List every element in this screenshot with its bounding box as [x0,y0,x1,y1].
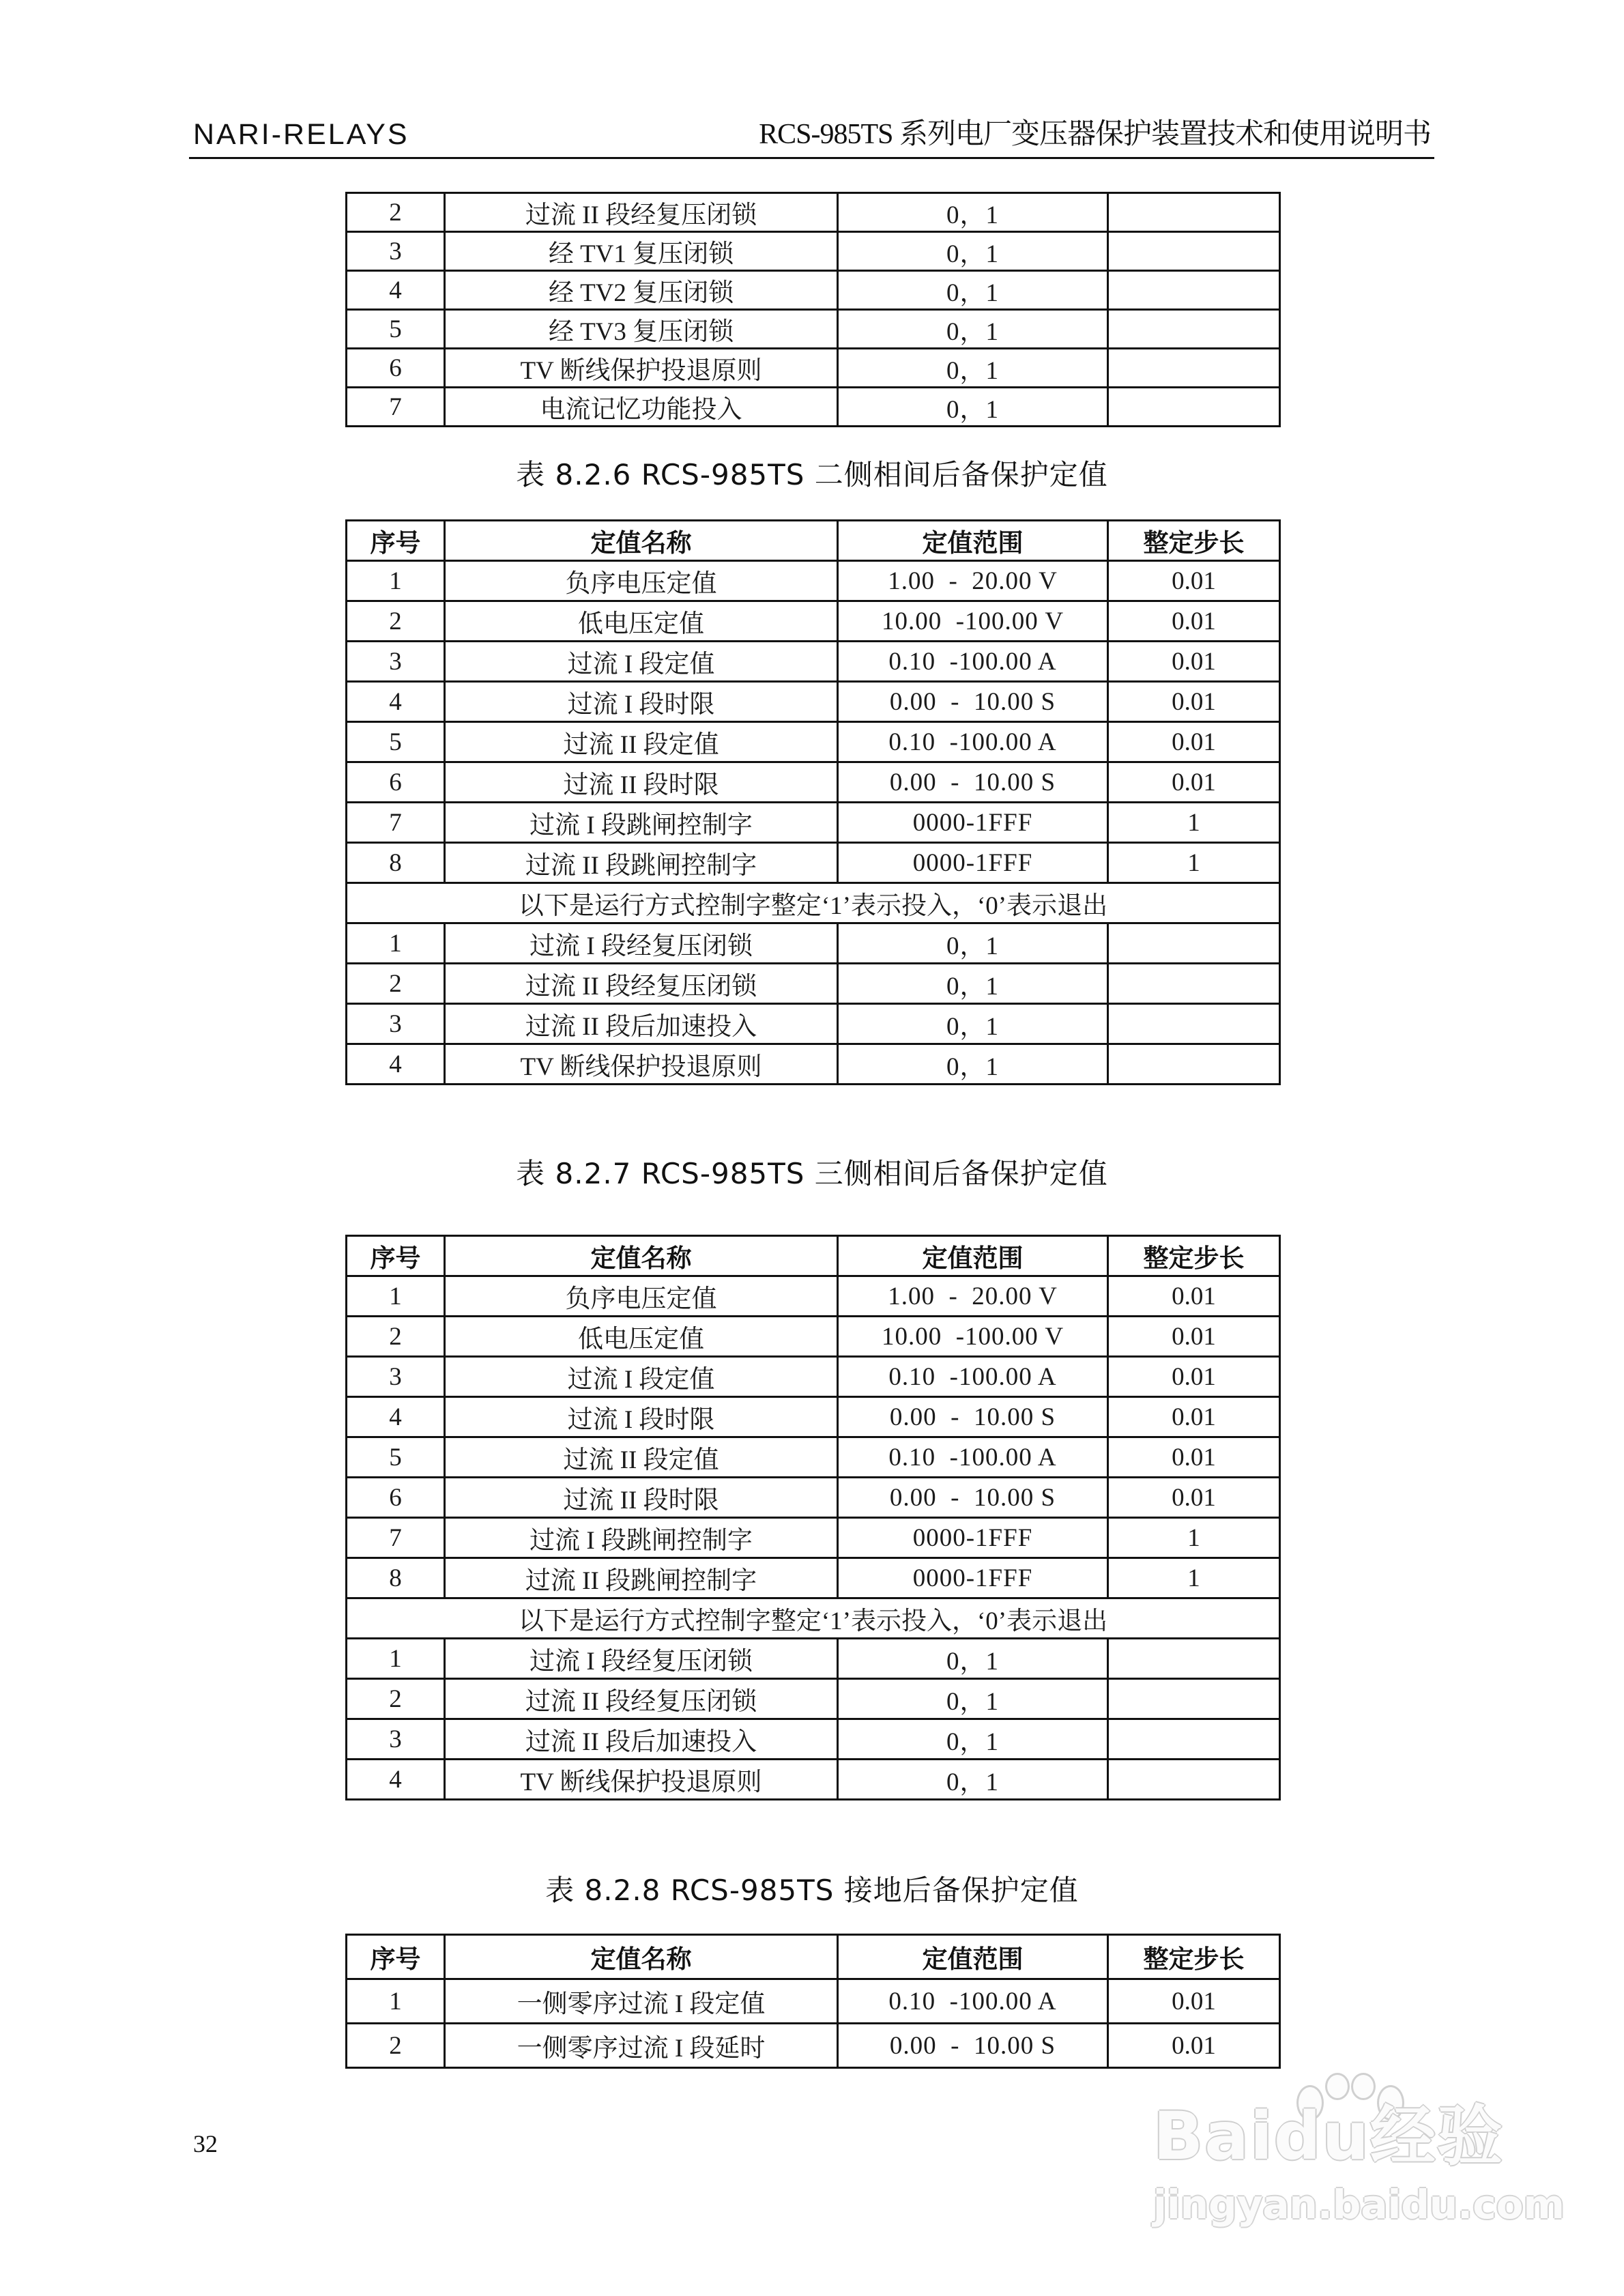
column-header-index: 序号 [347,521,445,561]
cell-index: 5 [347,1437,445,1478]
cell-step [1108,1679,1280,1719]
cell-name: 过流 I 段经复压闭锁 [445,923,838,964]
cell-name: 过流 II 段时限 [445,762,838,803]
cell-index: 4 [347,682,445,722]
cell-name: 经 TV2 复压闭锁 [445,271,838,310]
table-row [347,1276,1280,1317]
table-row [347,762,1280,803]
table-caption-8-2-6: 表 8.2.6 RCS-985TS 二侧相间后备保护定值 [516,458,1108,491]
cell-name: 过流 II 段定值 [445,1437,838,1478]
cell-range: 0.00 - 10.00 S [838,2024,1108,2068]
table-note-row [347,1598,1280,1639]
cell-step: 0.01 [1108,1276,1280,1317]
table-row [347,193,1280,232]
cell-name: 电流记忆功能投入 [445,388,838,427]
table-caption-8-2-8: 表 8.2.8 RCS-985TS 接地后备保护定值 [545,1874,1079,1907]
cell-name: TV 断线保护投退原则 [445,349,838,388]
cell-step [1108,964,1280,1004]
cell-step: 0.01 [1108,642,1280,682]
column-header-range: 定值范围 [838,1935,1108,1979]
cell-step [1108,1004,1280,1044]
cell-range: 0.00 - 10.00 S [838,1397,1108,1437]
table-header-row [347,1935,1280,1979]
table-caption-8-2-7: 表 8.2.7 RCS-985TS 三侧相间后备保护定值 [516,1157,1108,1190]
cell-range: 0，1 [838,1044,1108,1085]
cell-range: 0，1 [838,1760,1108,1800]
cell-range: 0.00 - 10.00 S [838,1478,1108,1518]
column-header-index: 序号 [347,1935,445,1979]
cell-range: 0，1 [838,1639,1108,1679]
table-row [347,682,1280,722]
settings-table-continued [345,192,1281,427]
cell-name: 过流 I 段时限 [445,1397,838,1437]
table-row [347,964,1280,1004]
cell-range: 0000-1FFF [838,803,1108,843]
cell-range: 0，1 [838,271,1108,310]
cell-index: 2 [347,601,445,642]
cell-name: 负序电压定值 [445,1276,838,1317]
cell-name: 过流 II 段后加速投入 [445,1719,838,1760]
header-brand: NARI-RELAYS [193,118,409,151]
cell-step [1108,1760,1280,1800]
table-row [347,1357,1280,1397]
cell-name: 过流 II 段跳闸控制字 [445,843,838,883]
baidu-jingyan-watermark [1153,2078,1565,2235]
cell-step [1108,1639,1280,1679]
cell-range: 0.10 -100.00 A [838,1979,1108,2024]
column-header-index: 序号 [347,1236,445,1276]
cell-index: 2 [347,2024,445,2068]
cell-name: TV 断线保护投退原则 [445,1044,838,1085]
cell-index: 3 [347,642,445,682]
cell-range: 0，1 [838,388,1108,427]
table-row [347,803,1280,843]
cell-step [1108,349,1280,388]
column-header-range: 定值范围 [838,521,1108,561]
watermark-url: jingyan.baidu.com [1153,2181,1565,2228]
cell-index: 3 [347,1004,445,1044]
cell-index: 4 [347,1044,445,1085]
cell-index: 1 [347,561,445,601]
cell-index: 7 [347,388,445,427]
table-row [347,1437,1280,1478]
cell-step [1108,388,1280,427]
cell-step [1108,193,1280,232]
cell-name: 过流 I 段经复压闭锁 [445,1639,838,1679]
cell-range: 0.10 -100.00 A [838,1357,1108,1397]
cell-step: 0.01 [1108,1979,1280,2024]
cell-range: 1.00 - 20.00 V [838,561,1108,601]
cell-step: 0.01 [1108,762,1280,803]
cell-index: 2 [347,1317,445,1357]
column-header-name: 定值名称 [445,1935,838,1979]
cell-range: 0.10 -100.00 A [838,642,1108,682]
cell-range: 0，1 [838,964,1108,1004]
table-row [347,722,1280,762]
table-row [347,232,1280,271]
cell-index: 4 [347,1760,445,1800]
settings-table-8-2-6 [345,519,1281,1085]
cell-step: 1 [1108,843,1280,883]
table-row [347,1558,1280,1598]
cell-step: 0.01 [1108,1357,1280,1397]
cell-step: 1 [1108,1518,1280,1558]
cell-index: 7 [347,1518,445,1558]
cell-name: TV 断线保护投退原则 [445,1760,838,1800]
cell-index: 6 [347,1478,445,1518]
cell-index: 3 [347,1719,445,1760]
cell-step: 0.01 [1108,682,1280,722]
cell-name: 过流 I 段定值 [445,1357,838,1397]
cell-step [1108,310,1280,349]
table-row [347,1979,1280,2024]
cell-step: 0.01 [1108,1317,1280,1357]
mode-control-note: 以下是运行方式控制字整定‘1’表示投入，‘0’表示退出 [347,883,1280,923]
page-number: 32 [193,2130,218,2157]
mode-control-note: 以下是运行方式控制字整定‘1’表示投入，‘0’表示退出 [347,1598,1280,1639]
cell-range: 1.00 - 20.00 V [838,1276,1108,1317]
cell-step: 0.01 [1108,722,1280,762]
cell-step: 1 [1108,803,1280,843]
cell-index: 7 [347,803,445,843]
cell-index: 5 [347,722,445,762]
cell-step [1108,232,1280,271]
table-row [347,601,1280,642]
cell-range: 0000-1FFF [838,843,1108,883]
cell-range: 0，1 [838,1679,1108,1719]
cell-range: 0，1 [838,1004,1108,1044]
cell-step: 1 [1108,1558,1280,1598]
cell-index: 6 [347,349,445,388]
cell-range: 0，1 [838,1719,1108,1760]
table-row [347,1044,1280,1085]
cell-name: 过流 II 段经复压闭锁 [445,1679,838,1719]
cell-name: 一侧零序过流 I 段定值 [445,1979,838,2024]
table-row [347,1639,1280,1679]
cell-name: 过流 I 段跳闸控制字 [445,1518,838,1558]
cell-name: 负序电压定值 [445,561,838,601]
cell-name: 过流 II 段时限 [445,1478,838,1518]
cell-name: 一侧零序过流 I 段延时 [445,2024,838,2068]
cell-index: 2 [347,193,445,232]
cell-step: 0.01 [1108,601,1280,642]
cell-range: 0，1 [838,232,1108,271]
cell-range: 0.10 -100.00 A [838,1437,1108,1478]
cell-index: 4 [347,1397,445,1437]
cell-range: 0000-1FFF [838,1518,1108,1558]
table-row [347,310,1280,349]
watermark-logo-text: Baidu经验 [1153,2098,1504,2175]
cell-step [1108,271,1280,310]
cell-index: 2 [347,1679,445,1719]
cell-step: 0.01 [1108,1437,1280,1478]
table-row [347,1004,1280,1044]
cell-range: 0.00 - 10.00 S [838,682,1108,722]
cell-index: 1 [347,923,445,964]
column-header-step: 整定步长 [1108,1935,1280,1979]
table-row [347,349,1280,388]
settings-table-8-2-7 [345,1235,1281,1800]
table-row [347,1317,1280,1357]
cell-name: 过流 I 段定值 [445,642,838,682]
table-row [347,1760,1280,1800]
table-header-row [347,1236,1280,1276]
header-divider [189,157,1434,159]
table-row [347,843,1280,883]
cell-name: 过流 I 段跳闸控制字 [445,803,838,843]
cell-range: 10.00 -100.00 V [838,1317,1108,1357]
table-row [347,1478,1280,1518]
header-document-title: RCS-985TS 系列电厂变压器保护装置技术和使用说明书 [759,119,1431,150]
cell-step [1108,1044,1280,1085]
column-header-step: 整定步长 [1108,521,1280,561]
cell-step [1108,1719,1280,1760]
cell-index: 3 [347,1357,445,1397]
settings-table-8-2-8 [345,1934,1281,2069]
cell-name: 过流 II 段跳闸控制字 [445,1558,838,1598]
cell-step: 0.01 [1108,1397,1280,1437]
cell-range: 0.10 -100.00 A [838,722,1108,762]
cell-range: 0，1 [838,923,1108,964]
column-header-range: 定值范围 [838,1236,1108,1276]
cell-name: 经 TV3 复压闭锁 [445,310,838,349]
cell-range: 0，1 [838,349,1108,388]
cell-range: 0.00 - 10.00 S [838,762,1108,803]
cell-step [1108,923,1280,964]
column-header-name: 定值名称 [445,521,838,561]
cell-index: 4 [347,271,445,310]
cell-name: 过流 II 段经复压闭锁 [445,193,838,232]
table-row [347,271,1280,310]
cell-step: 0.01 [1108,1478,1280,1518]
cell-name: 过流 II 段经复压闭锁 [445,964,838,1004]
cell-index: 1 [347,1979,445,2024]
cell-name: 过流 II 段定值 [445,722,838,762]
table-note-row [347,883,1280,923]
cell-index: 5 [347,310,445,349]
column-header-name: 定值名称 [445,1236,838,1276]
table-header-row [347,521,1280,561]
cell-step: 0.01 [1108,561,1280,601]
table-row [347,388,1280,427]
cell-index: 1 [347,1639,445,1679]
cell-name: 过流 II 段后加速投入 [445,1004,838,1044]
table-row [347,561,1280,601]
cell-name: 经 TV1 复压闭锁 [445,232,838,271]
table-row [347,1719,1280,1760]
cell-name: 低电压定值 [445,1317,838,1357]
cell-index: 3 [347,232,445,271]
cell-name: 低电压定值 [445,601,838,642]
cell-index: 8 [347,843,445,883]
cell-step: 0.01 [1108,2024,1280,2068]
cell-index: 8 [347,1558,445,1598]
table-row [347,1518,1280,1558]
cell-index: 2 [347,964,445,1004]
table-row [347,1679,1280,1719]
table-row [347,2024,1280,2068]
cell-range: 0，1 [838,193,1108,232]
cell-index: 6 [347,762,445,803]
column-header-step: 整定步长 [1108,1236,1280,1276]
cell-name: 过流 I 段时限 [445,682,838,722]
cell-range: 10.00 -100.00 V [838,601,1108,642]
cell-range: 0，1 [838,310,1108,349]
cell-index: 1 [347,1276,445,1317]
table-row [347,1397,1280,1437]
cell-range: 0000-1FFF [838,1558,1108,1598]
table-row [347,642,1280,682]
table-row [347,923,1280,964]
